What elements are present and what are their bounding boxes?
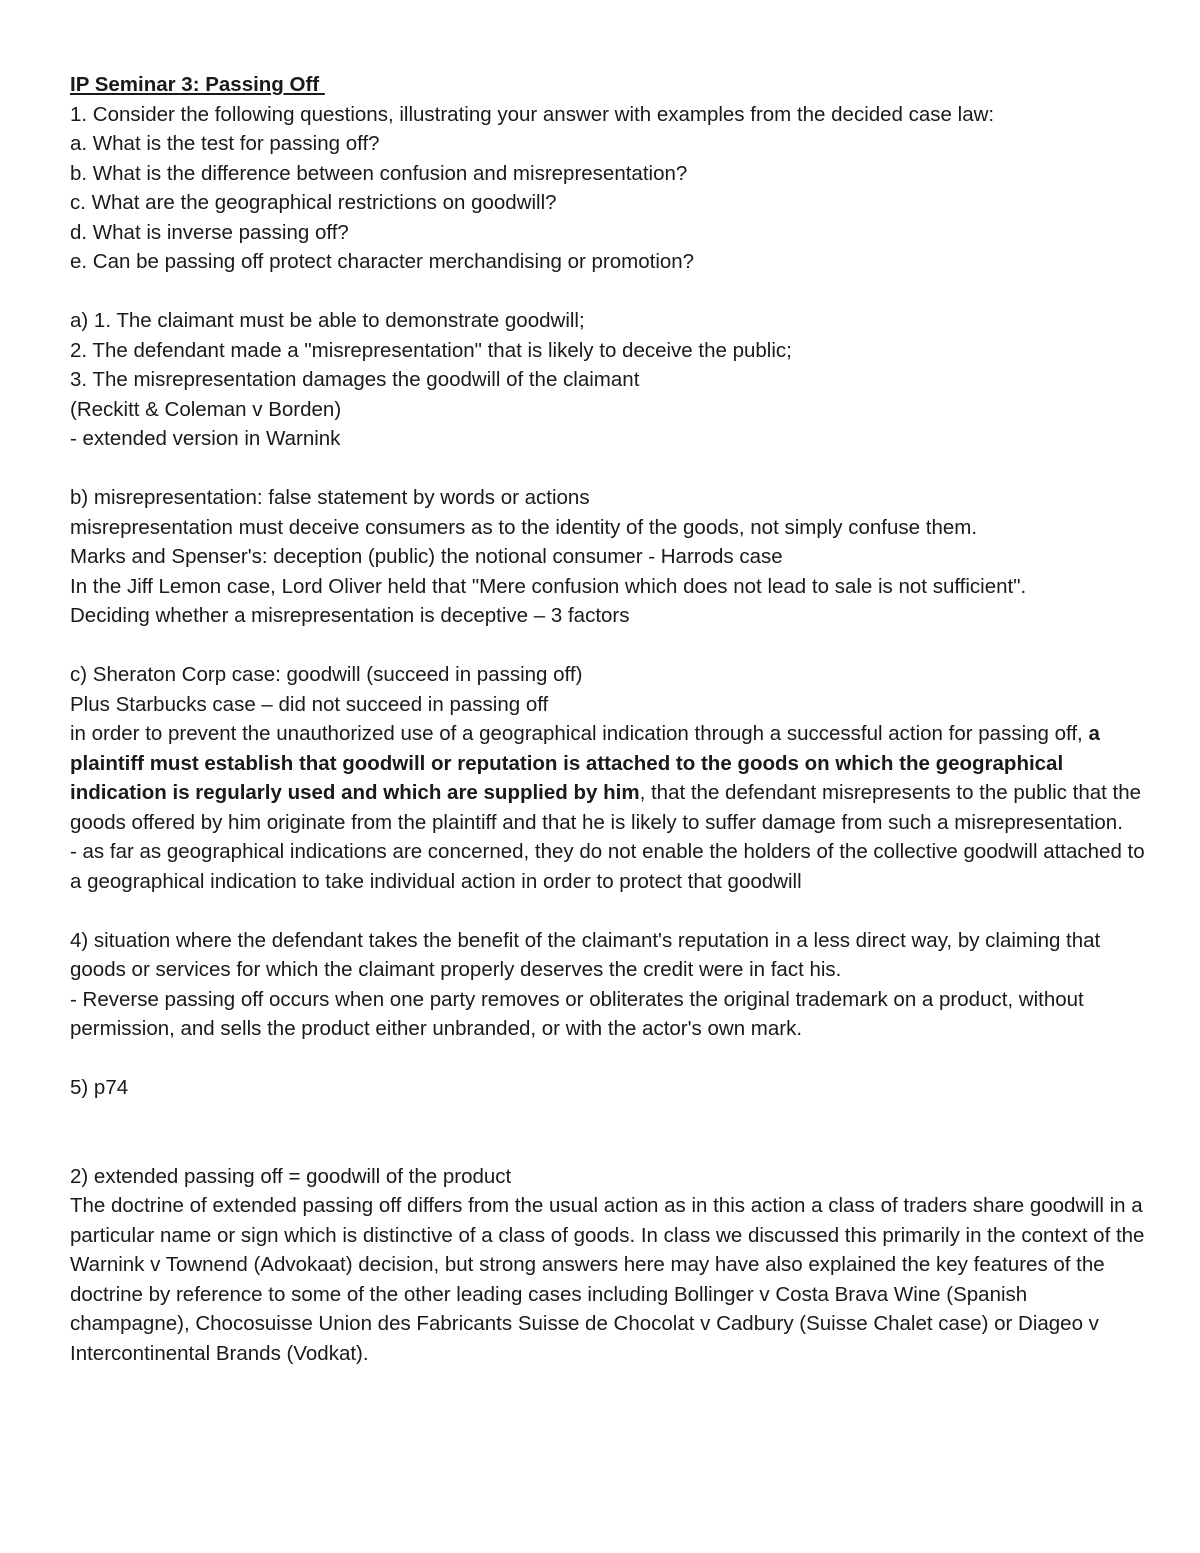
answer-4-line: 4) situation where the defendant takes the benefit of the claimant's reputation in a less direct way, by claiming that goods or services for which the claimant properly deserves the credit were in fact his. xyxy=(70,928,1101,981)
answer-5-line: 5) p74 xyxy=(70,1076,129,1099)
answer-a-line: 3. The misrepresentation damages the goodwill of the claimant xyxy=(70,368,640,391)
answer-c-line: Plus Starbucks case – did not succeed in passing off xyxy=(70,692,549,716)
question-item: a. What is the test for passing off? xyxy=(70,132,380,155)
answer-2-paragraph: The doctrine of extended passing off differs from the usual action as in this action a class of traders share goodwill in a particular name or sign which is distinctive of a class of goods. In class we discussed this primarily in the context of the Warnink v Townend (Advokaat) decision, but strong answers here may have also explained the key features of the doctrine by reference to some of the other leading cases including Bollinger v Costa Brava Wine (Spanish champagne), Chocosuisse Union des Fabricants Suisse de Chocolat v Cadbury (Suisse Chalet case) or Diageo v Intercontinental Brands (Vodkat). xyxy=(70,1194,1145,1365)
answer-b-line: misrepresentation must deceive consumers as to the identity of the goods, not simply confuse them. xyxy=(70,515,978,539)
question-item: b. What is the difference between confusion and misrepresentation? xyxy=(70,161,688,185)
answer-a-line: - extended version in Warnink xyxy=(70,427,341,450)
spacer xyxy=(70,454,1145,484)
question-item: d. What is inverse passing off? xyxy=(70,220,349,244)
answer-4-line: - Reverse passing off occurs when one party removes or obliterates the original trademark on a product, without permission, and sells the product either unbranded, or with the actor's own mark. xyxy=(70,987,1084,1040)
answer-a-line: a) 1. The claimant must be able to demonstrate goodwill; xyxy=(70,309,585,332)
answer-b-line: Marks and Spenser's: deception (public) the notional consumer - Harrods case xyxy=(70,545,783,568)
question-intro: 1. Consider the following questions, illustrating your answer with examples from the decided case law: xyxy=(70,102,995,126)
answer-c-line: c) Sheraton Corp case: goodwill (succeed in passing off) xyxy=(70,663,583,686)
spacer xyxy=(70,277,1145,307)
answer-b-line: b) misrepresentation: false statement by words or actions xyxy=(70,486,590,509)
answer-a-line: (Reckitt & Coleman v Borden) xyxy=(70,397,342,421)
answer-c-line: - as far as geographical indications are concerned, they do not enable the holders of the collective goodwill attached to a geographical indication to take individual action in order to protect that goodwill xyxy=(70,840,1145,893)
answer-c-text: , that the defendant misrepresents to the public that the goods offered by him originate from the plaintiff and that he is likely to suffer damage from such a misrepresentation. xyxy=(70,781,1142,834)
answer-c-bold-text: a plaintiff must establish that goodwill or reputation is attached to the goods on which the geographical indication is regularly used and which are supplied by him xyxy=(70,722,1100,804)
answer-a-line: 2. The defendant made a "misrepresentation" that is likely to deceive the public; xyxy=(70,338,792,362)
spacer xyxy=(70,1044,1145,1074)
answer-c-text: in order to prevent the unauthorized use of a geographical indication through a successful action for passing off, xyxy=(70,722,1089,745)
spacer xyxy=(70,1103,1145,1162)
answer-c-paragraph xyxy=(70,719,1145,837)
page-title: IP Seminar 3: Passing Off xyxy=(70,73,325,96)
answer-b-line: Deciding whether a misrepresentation is deceptive – 3 factors xyxy=(70,604,630,627)
question-item: e. Can be passing off protect character merchandising or promotion? xyxy=(70,250,695,273)
question-item: c. What are the geographical restrictions on goodwill? xyxy=(70,191,557,214)
spacer xyxy=(70,896,1145,926)
answer-b-line: In the Jiff Lemon case, Lord Oliver held that "Mere confusion which does not lead to sale is not sufficient". xyxy=(70,574,1027,598)
spacer xyxy=(70,631,1145,661)
document-page xyxy=(70,70,1145,1368)
answer-2-line: 2) extended passing off = goodwill of the product xyxy=(70,1164,512,1188)
